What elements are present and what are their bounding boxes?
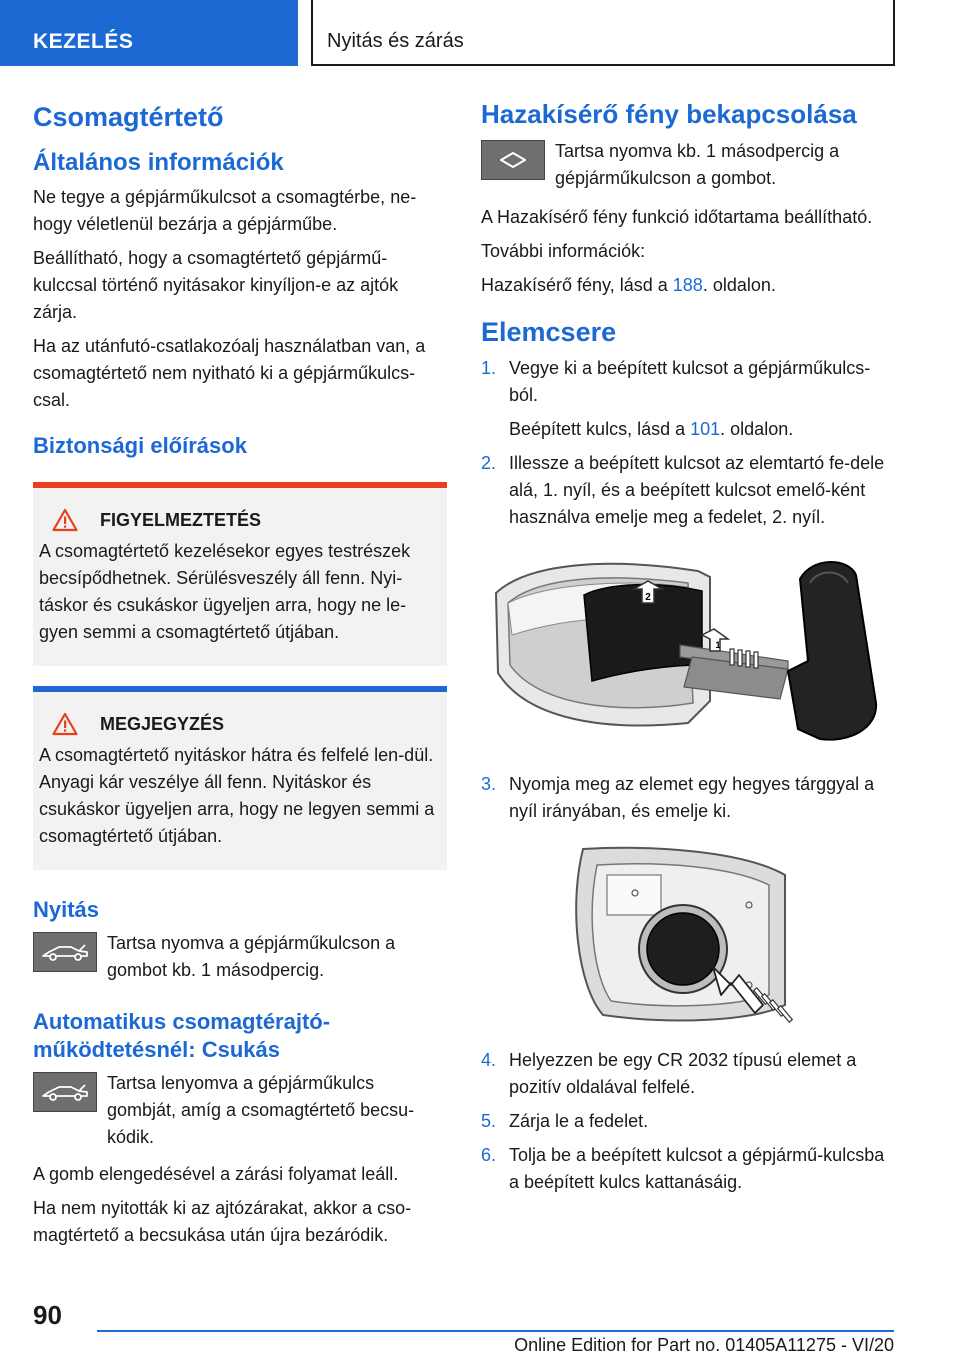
lights-ref: Hazakísérő fény, lásd a 188. oldalon. [481,275,776,295]
auto-text: Tartsa lenyomva a gépjárműkulcs gombját, amíg a csomagtértető becsu-kódik. [107,1073,415,1147]
lights-p1: A Hazakísérő fény funkció időtartama beállítható. [481,207,873,227]
lights-p2: További információk: [481,241,646,261]
lights-text: Tartsa nyomva kb. 1 másodpercig a gépjárműkulcson a gombot. [555,141,840,188]
general-p3: Ha az utánfutó-csatlakozóalj használatban van, a csomagtértető nem nyitható ki a gépjárműkulcs-csal. [33,336,426,410]
general-p1: Ne tegye a gépjárműkulcsot a csomagtérbe, ne-hogy véletlenül bezárja a gépjárműbe. [33,187,417,234]
main-title: Csomagtértető [33,102,224,132]
step-6: 6. Tolja be a beépített kulcsot a gépjármű-kulcsba a beépített kulcs kattanásáig. [481,1145,885,1192]
page-header [0,0,960,66]
battery-figure [481,845,895,1025]
note-box [33,686,447,870]
trunk-button-icon [33,1072,97,1112]
safety-heading: Biztonsági előírások [33,433,247,458]
step-1: 1. Vegye ki a beépített kulcsot a gépjárműkulcs-ból. Beépített kulcs, lásd a 101. oldalon. [481,358,871,439]
section-tab: KEZELÉS [0,0,298,66]
battery-compartment-illustration [563,845,813,1025]
warning-box [33,482,447,666]
lights-heading: Hazakísérő fény bekapcsolása [481,99,857,129]
auto-heading: Automatikus csomagtérajtó-működtetésnél: Csukás [33,1009,331,1062]
warning-title: FIGYELMEZTETÉS [100,509,262,530]
warning-triangle-icon [52,508,78,532]
home-light-button-icon [481,140,545,180]
chapter-title: Nyitás és zárás [311,0,895,66]
step-2: 2. Illessze a beépített kulcsot az elemtartó fe-dele alá, 1. nyíl, és a beépített kulcsot emelő-ként használva emelje meg a fedelet, 2. nyíl. [481,453,885,527]
opening-heading: Nyitás [33,897,100,922]
page-link-188[interactable]: 188 [672,275,703,295]
page-number: 90 [33,1300,62,1330]
right-column [481,100,895,1203]
auto-instruction [33,1070,447,1151]
lights-instruction [481,138,895,192]
auto-p1: A gomb elengedésével a zárási folyamat leáll. [33,1164,399,1184]
general-p2: Beállítható, hogy a csomagtértető gépjármű-kulccsal történő nyitásakor kinyíljon-e az ajtók zárja. [33,248,399,322]
edition-text: Online Edition for Part no. 01405A11275 - VI/20 [514,1335,894,1355]
page-link-101[interactable]: 101 [690,419,721,439]
arrow-label-2: 2 [645,592,651,603]
footer-rule [97,1330,894,1332]
opening-instruction [33,930,447,984]
warning-triangle-icon [52,712,78,736]
trunk-button-icon [33,932,97,972]
note-text: A csomagtértető nyitáskor hátra és felfelé len-dül. Anyagi kár veszélye áll fenn. Nyitáskor és csukáskor ügyeljen arra, hogy ne legyen semmi a csomagtértető útjában. [39,745,435,846]
opening-text: Tartsa nyomva a gépjárműkulcson a gombot kb. 1 másodpercig. [107,933,396,980]
step-3: 3. Nyomja meg az elemet egy hegyes tárggyal a nyíl irányában, és emelje ki. [481,774,875,821]
auto-p2: Ha nem nyitották ki az ajtózárakat, akkor a cso-magtértető a becsukása után újra bezáródik. [33,1198,412,1245]
step-4: 4. Helyezzen be egy CR 2032 típusú elemet a pozitív oldalával felfelé. [481,1050,857,1097]
general-info-heading: Általános információk [33,149,284,176]
note-title: MEGJEGYZÉS [100,713,225,734]
warning-text: A csomagtértető kezelésekor egyes testrészek becsípődhetnek. Sérülésveszély áll fenn. Nyi-táskor és csukáskor ügyeljen arra, hogy ne le-gyen semmi a csomagtértető útjában. [39,541,411,642]
key-blade-figure [481,553,895,749]
left-column [33,100,447,1256]
key-fob-illustration [488,553,888,749]
arrow-label-1: 1 [715,640,721,650]
step-5: 5. Zárja le a fedelet. [481,1111,649,1131]
battery-heading: Elemcsere [481,317,617,347]
